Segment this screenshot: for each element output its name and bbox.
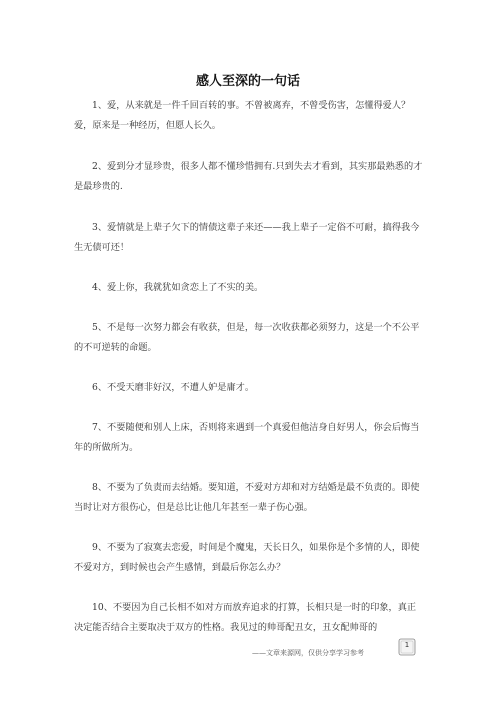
paragraph-1: 1、爱，从来就是一件千回百转的事。不曾被离弃，不曾受伤害，怎懂得爱人？爱，原来是一种经历，但愿人长久。	[74, 100, 411, 131]
page-number-badge	[398, 638, 416, 656]
page-title: 感人至深的一句话	[195, 74, 300, 89]
paragraph-10: 10、不要因为自己长相不如对方而放弃追求的打算，长相只是一时的印象，真正决定能否结合主要取决于双方的性格。我见过的帅哥配丑女，丑女配帅哥的	[74, 602, 417, 633]
source-footer: ——文章来源网，仅供分享学习参考	[252, 649, 364, 657]
paragraph-5: 5、不是每一次努力都会有收获，但是，每一次收获都必须努力，这是一个不公平的不可逆转的命题。	[74, 322, 420, 353]
paragraph-9: 9、不要为了寂寞去恋爱，时间是个魔鬼，天长日久，如果你是个多情的人，即使不爱对方，到时候也会产生感情，到最后你怎么办？	[74, 542, 420, 573]
paragraph-8: 8、不要为了负责而去结婚。要知道，不爱对方却和对方结婚是最不负责的。即使当时让对方很伤心，但是总比让他几年甚至一辈子伤心强。	[74, 482, 420, 513]
paragraph-4: 4、爱上你，我就犹如贪恋上了不实的美。	[92, 282, 264, 293]
paragraph-2: 2、爱到分才显珍贵，很多人都不懂珍惜拥有.只到失去才看到，其实那最熟悉的才是最珍贵的.	[74, 161, 423, 192]
paragraph-7: 7、不要随便和别人上床，否则将来遇到一个真爱但他洁身自好男人，你会后悔当年的所做所为。	[74, 422, 420, 453]
page-number: 1	[404, 641, 410, 649]
paragraph-3: 3、爱情就是上辈子欠下的情债这辈子来还——我上辈子一定俗不可耐，搞得我今生无债可还！	[74, 222, 420, 253]
paragraph-6: 6、不受天磨非好汉，不遭人妒是庸才。	[92, 382, 255, 393]
